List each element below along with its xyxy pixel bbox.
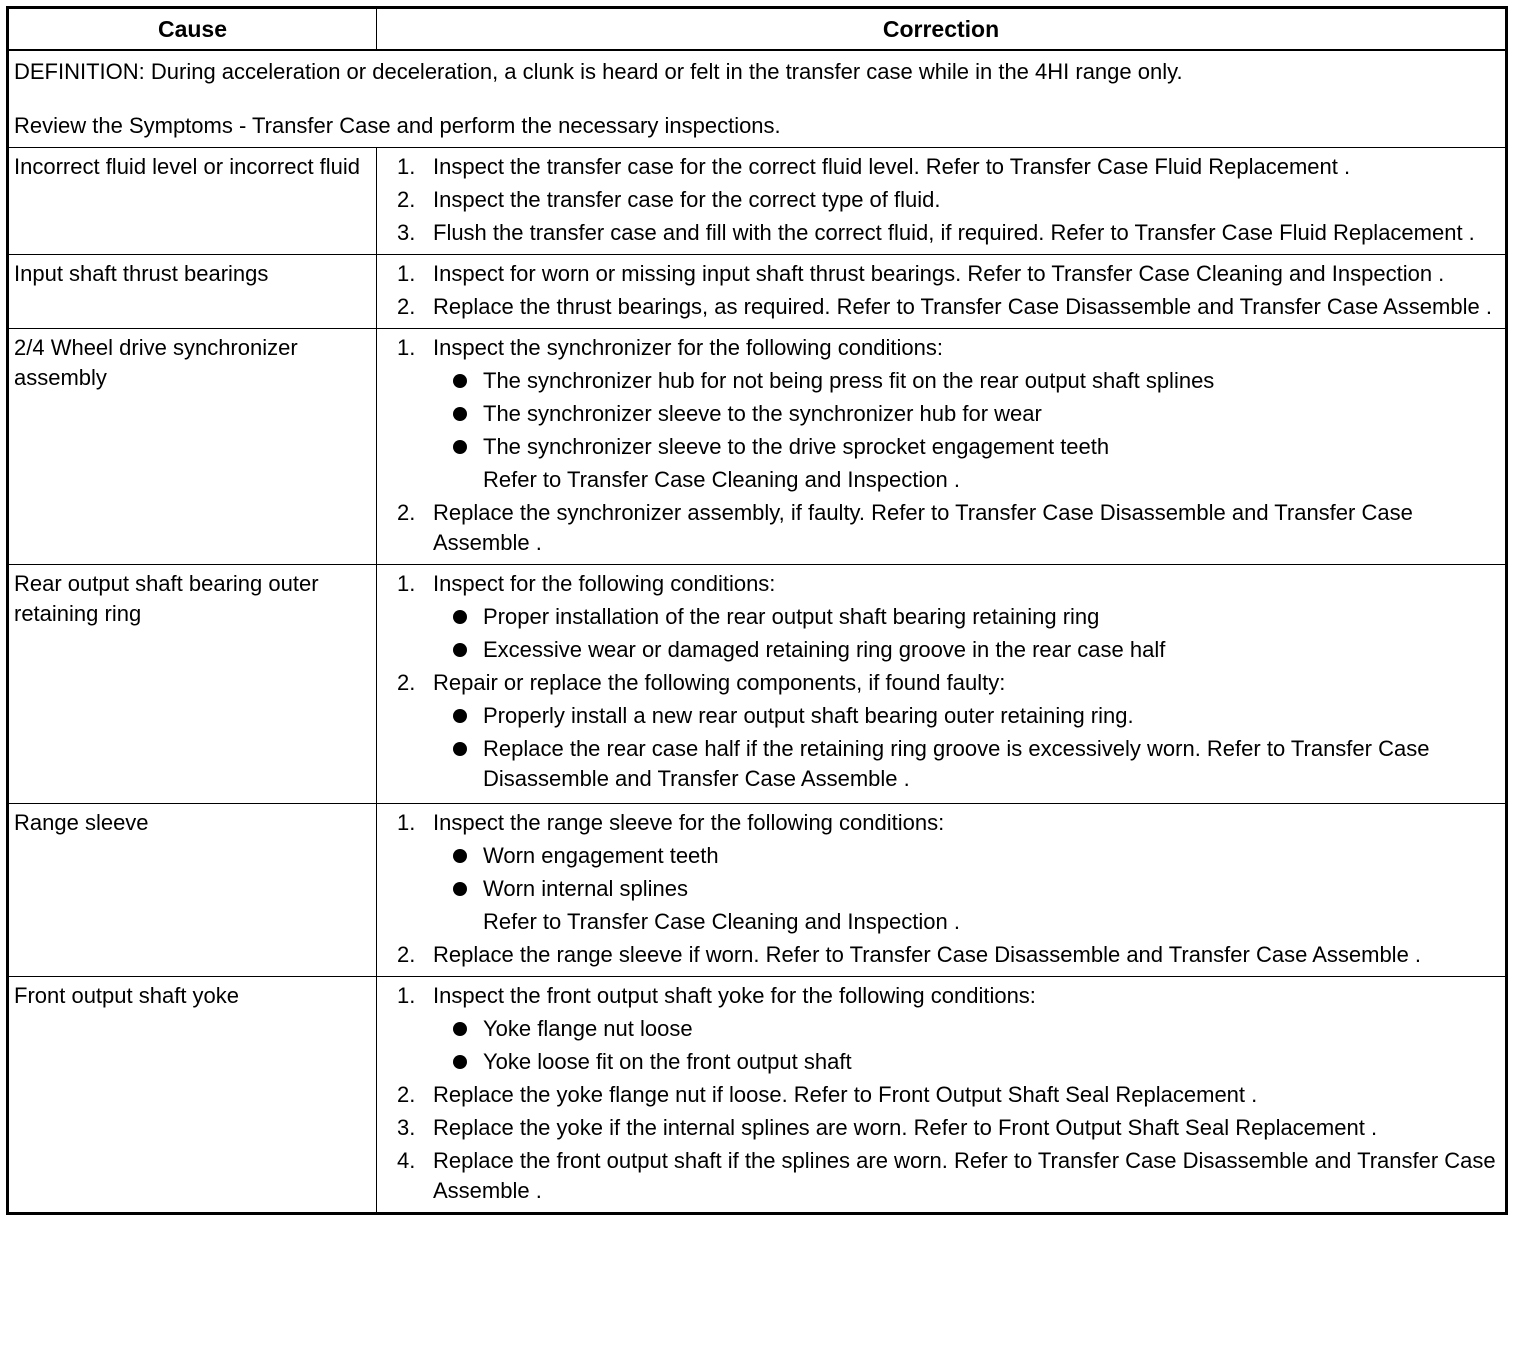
step-text: Inspect for worn or missing input shaft thrust bearings. Refer to Transfer Case Cleaning and Inspection . xyxy=(433,261,1445,286)
step-number: 2. xyxy=(397,1082,416,1107)
step-text: Replace the synchronizer assembly, if faulty. Refer to Transfer Case Disassemble and Transfer Case Assemble . xyxy=(433,500,1413,555)
correction-step xyxy=(377,1146,1497,1206)
step-text: Flush the transfer case and fill with the correct fluid, if required. Refer to Transfer Case Fluid Replacement . xyxy=(433,220,1475,245)
cause-cell: Front output shaft yoke xyxy=(8,977,377,1214)
step-number: 2. xyxy=(397,670,416,695)
step-text: Inspect the front output shaft yoke for the following conditions: xyxy=(433,983,1036,1008)
step-number: 1. xyxy=(397,261,416,286)
step-text: Replace the thrust bearings, as required. Refer to Transfer Case Disassemble and Transfer Case Assemble . xyxy=(433,294,1492,319)
step-number: 2. xyxy=(397,942,416,967)
condition-bullet xyxy=(433,602,1497,632)
reference-note: Refer to Transfer Case Cleaning and Inspection . xyxy=(483,909,960,934)
condition-bullet-list xyxy=(433,602,1497,665)
bullet-dot-icon xyxy=(453,709,467,723)
table-row xyxy=(8,255,1507,329)
table-row xyxy=(8,329,1507,565)
cause-cell: Incorrect fluid level or incorrect fluid xyxy=(8,148,377,255)
condition-bullet xyxy=(433,366,1497,396)
step-number: 1. xyxy=(397,983,416,1008)
correction-step xyxy=(377,185,1497,215)
correction-steps-list xyxy=(377,152,1497,248)
cause-cell: Range sleeve xyxy=(8,804,377,977)
correction-step xyxy=(377,498,1497,558)
bullet-dot-icon xyxy=(453,849,467,863)
table-row xyxy=(8,977,1507,1214)
correction-step xyxy=(377,981,1497,1077)
step-number: 1. xyxy=(397,335,416,360)
bullet-dot-icon xyxy=(453,643,467,657)
correction-steps-list xyxy=(377,259,1497,322)
step-number: 2. xyxy=(397,294,416,319)
correction-step xyxy=(377,940,1497,970)
condition-bullet xyxy=(433,874,1497,904)
correction-cell xyxy=(377,255,1507,329)
correction-cell xyxy=(377,804,1507,977)
correction-steps-list xyxy=(377,981,1497,1206)
reference-note: Refer to Transfer Case Cleaning and Inspection . xyxy=(483,467,960,492)
step-number: 3. xyxy=(397,1115,416,1140)
correction-step xyxy=(377,152,1497,182)
bullet-text: The synchronizer sleeve to the drive sprocket engagement teeth xyxy=(483,434,1110,459)
bullet-dot-icon xyxy=(453,374,467,388)
step-number: 2. xyxy=(397,187,416,212)
header-row xyxy=(8,8,1507,51)
correction-cell xyxy=(377,977,1507,1214)
correction-step xyxy=(377,1080,1497,1110)
cause-cell: 2/4 Wheel drive synchronizer assembly xyxy=(8,329,377,565)
bullet-dot-icon xyxy=(453,407,467,421)
bullet-text: Worn engagement teeth xyxy=(483,843,719,868)
correction-step xyxy=(377,292,1497,322)
condition-bullet-list xyxy=(433,841,1497,904)
step-text: Inspect the range sleeve for the following conditions: xyxy=(433,810,945,835)
step-text: Inspect the transfer case for the correct type of fluid. xyxy=(433,187,941,212)
condition-bullet xyxy=(433,841,1497,871)
bullet-text: Replace the rear case half if the retaining ring groove is excessively worn. Refer to Transfer Case Disassemble and Transfer Case Assemble . xyxy=(483,736,1430,791)
correction-step xyxy=(377,1113,1497,1143)
step-number: 2. xyxy=(397,500,416,525)
correction-step xyxy=(377,668,1497,794)
cause-cell: Input shaft thrust bearings xyxy=(8,255,377,329)
cause-cell: Rear output shaft bearing outer retaining ring xyxy=(8,565,377,804)
bullet-text: The synchronizer hub for not being press fit on the rear output shaft splines xyxy=(483,368,1215,393)
diagnostic-table xyxy=(6,6,1508,1215)
definition-text: DEFINITION: During acceleration or deceleration, a clunk is heard or felt in the transfer case while in the 4HI range only. xyxy=(14,59,1183,84)
step-number: 1. xyxy=(397,571,416,596)
table-row xyxy=(8,804,1507,977)
condition-bullet xyxy=(433,432,1497,462)
bullet-text: The synchronizer sleeve to the synchronizer hub for wear xyxy=(483,401,1042,426)
condition-bullet xyxy=(433,734,1497,794)
bullet-dot-icon xyxy=(453,440,467,454)
step-number: 1. xyxy=(397,154,416,179)
correction-column-header: Correction xyxy=(377,8,1507,51)
correction-steps-list xyxy=(377,333,1497,558)
step-number: 3. xyxy=(397,220,416,245)
correction-cell xyxy=(377,148,1507,255)
condition-bullet-list xyxy=(433,366,1497,462)
correction-step xyxy=(377,218,1497,248)
cause-column-header: Cause xyxy=(8,8,377,51)
step-text: Replace the range sleeve if worn. Refer to Transfer Case Disassemble and Transfer Case Assemble . xyxy=(433,942,1422,967)
condition-bullet xyxy=(433,399,1497,429)
condition-bullet-list xyxy=(433,701,1497,794)
table-row xyxy=(8,565,1507,804)
bullet-dot-icon xyxy=(453,742,467,756)
condition-bullet xyxy=(433,635,1497,665)
definition-cell xyxy=(8,50,1507,148)
condition-bullet-list xyxy=(433,1014,1497,1077)
correction-cell xyxy=(377,329,1507,565)
correction-step xyxy=(377,569,1497,665)
step-number: 4. xyxy=(397,1148,416,1173)
step-text: Replace the front output shaft if the splines are worn. Refer to Transfer Case Disassemble and Transfer Case Assemble . xyxy=(433,1148,1496,1203)
review-instruction-text: Review the Symptoms - Transfer Case and perform the necessary inspections. xyxy=(14,113,781,138)
step-text: Replace the yoke flange nut if loose. Refer to Front Output Shaft Seal Replacement . xyxy=(433,1082,1258,1107)
correction-step xyxy=(377,808,1497,937)
correction-steps-list xyxy=(377,569,1497,794)
correction-step xyxy=(377,259,1497,289)
bullet-dot-icon xyxy=(453,1055,467,1069)
table-row xyxy=(8,148,1507,255)
correction-steps-list xyxy=(377,808,1497,970)
bullet-text: Proper installation of the rear output shaft bearing retaining ring xyxy=(483,604,1100,629)
bullet-text: Excessive wear or damaged retaining ring groove in the rear case half xyxy=(483,637,1166,662)
bullet-text: Yoke flange nut loose xyxy=(483,1016,693,1041)
step-text: Inspect the transfer case for the correct fluid level. Refer to Transfer Case Fluid Replacement . xyxy=(433,154,1351,179)
correction-step xyxy=(377,333,1497,495)
bullet-dot-icon xyxy=(453,610,467,624)
correction-cell xyxy=(377,565,1507,804)
condition-bullet xyxy=(433,1047,1497,1077)
bullet-text: Properly install a new rear output shaft bearing outer retaining ring. xyxy=(483,703,1134,728)
step-text: Replace the yoke if the internal splines are worn. Refer to Front Output Shaft Seal Replacement . xyxy=(433,1115,1378,1140)
bullet-text: Yoke loose fit on the front output shaft xyxy=(483,1049,852,1074)
bullet-text: Worn internal splines xyxy=(483,876,689,901)
definition-row xyxy=(8,50,1507,148)
condition-bullet xyxy=(433,1014,1497,1044)
condition-bullet xyxy=(433,701,1497,731)
step-text: Repair or replace the following components, if found faulty: xyxy=(433,670,1006,695)
bullet-dot-icon xyxy=(453,1022,467,1036)
step-text: Inspect the synchronizer for the following conditions: xyxy=(433,335,943,360)
step-text: Inspect for the following conditions: xyxy=(433,571,776,596)
bullet-dot-icon xyxy=(453,882,467,896)
step-number: 1. xyxy=(397,810,416,835)
